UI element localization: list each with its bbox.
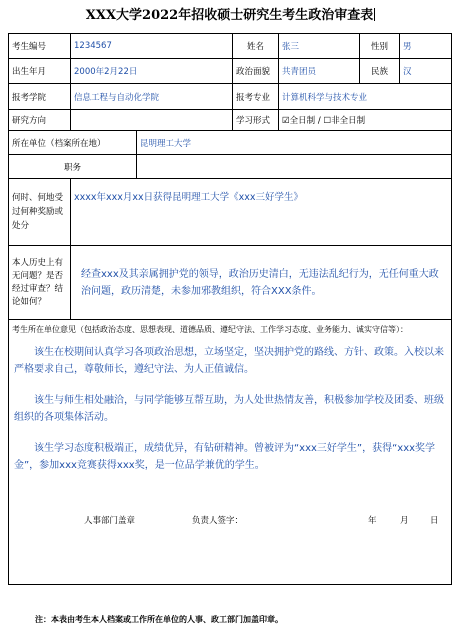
row-awards (9, 179, 452, 246)
unit-value[interactable]: 昆明理工大学 (137, 131, 452, 155)
row-history (9, 246, 452, 320)
birth-value[interactable]: 2000年2月22日 (71, 59, 233, 84)
signature-area (12, 474, 448, 534)
gender-label: 性别 (360, 34, 400, 59)
row-college (9, 84, 452, 110)
row-unit (9, 131, 452, 155)
option-separator: / (317, 116, 321, 126)
direction-label: 研究方向 (9, 110, 71, 131)
direction-value[interactable] (71, 110, 233, 131)
name-value[interactable]: 张三 (279, 34, 360, 59)
award-label: 何时、何地受过何种奖励或处分 (9, 179, 71, 246)
political-value[interactable]: 共青团员 (279, 59, 360, 84)
study-form-label: 学习形式 (233, 110, 279, 131)
opinion-cell (9, 320, 452, 585)
footnote: 注：本表由考生本人档案或工作所在单位的人事、政工部门加盖印章。 (35, 615, 283, 624)
parttime-checkbox[interactable]: ☐ (323, 116, 332, 126)
political-label: 政治面貌 (233, 59, 279, 84)
text-cursor (374, 8, 375, 21)
row-birth (9, 59, 452, 84)
ethnic-label: 民族 (360, 59, 400, 84)
major-label: 报考专业 (233, 84, 279, 110)
college-label: 报考学院 (9, 84, 71, 110)
history-value[interactable]: 经查xxx及其亲属拥护党的领导，政治历史清白，无违法乱纪行为，无任何重大政治问题，政历清楚，未参加邪教组织，符合XXX条件。 (71, 246, 452, 320)
ethnic-value[interactable]: 汉 (400, 59, 452, 84)
parttime-option-label: 非全日制 (331, 116, 366, 126)
month-label: 月 (400, 516, 409, 526)
opinion-paragraph-2[interactable]: 该生与师生相处融洽，与同学能够互帮互助，为人处世热情友善，积极参加学校及团委、班级组织的各项集体活动。 (14, 395, 444, 423)
year-label: 年 (368, 516, 377, 526)
fulltime-option-label: 全日制 (289, 116, 316, 126)
row-exam-number (9, 34, 452, 59)
opinion-label: 考生所在单位意见（包括政治态度、思想表现、道德品质、遵纪守法、工作学习态度、业务能力、诚实守信等）： (12, 325, 408, 334)
day-label: 日 (430, 516, 439, 526)
fulltime-checkbox[interactable]: ☑ (282, 116, 290, 126)
exam-number-value[interactable]: 1234567 (71, 34, 233, 59)
opinion-paragraph-3[interactable]: 该生学习态度积极端正，成绩优异，有钻研精神。曾被评为“xxx三好学生”，获得“xxx奖学金”，参加xxx竞赛获得xxx奖，是一位品学兼优的学生。 (14, 443, 436, 471)
study-form-options (279, 110, 452, 131)
name-label: 姓名 (233, 34, 279, 59)
row-position (9, 155, 452, 179)
college-value[interactable]: 信息工程与自动化学院 (71, 84, 233, 110)
signer-label: 负责人签字： (192, 516, 244, 526)
row-opinion (9, 320, 452, 585)
page-title: XXX大学2022年招收硕士研究生考生政治审查表 (85, 8, 374, 23)
exam-number-label: 考生编号 (9, 34, 71, 59)
award-value[interactable]: xxxx年xxx月xx日获得昆明理工大学《xxx三好学生》 (71, 179, 452, 246)
review-form-table (8, 33, 452, 585)
row-direction (9, 110, 452, 131)
opinion-paragraph-1[interactable]: 该生在校期间认真学习各项政治思想，立场坚定，坚决拥护党的路线、方针、政策。入校以来严格要求自己，尊敬师长，遵纪守法、为人正值诚信。 (14, 347, 444, 375)
seal-label: 人事部门盖章 (84, 516, 136, 526)
history-label: 本人历史上有无问题？是否经过审查？结论如何？ (9, 246, 71, 320)
major-value[interactable]: 计算机科学与技术专业 (279, 84, 452, 110)
gender-value[interactable]: 男 (400, 34, 452, 59)
birth-label: 出生年月 (9, 59, 71, 84)
position-value[interactable] (137, 155, 452, 179)
position-label: 职务 (9, 155, 137, 179)
unit-label: 所在单位（档案所在地） (9, 131, 137, 155)
